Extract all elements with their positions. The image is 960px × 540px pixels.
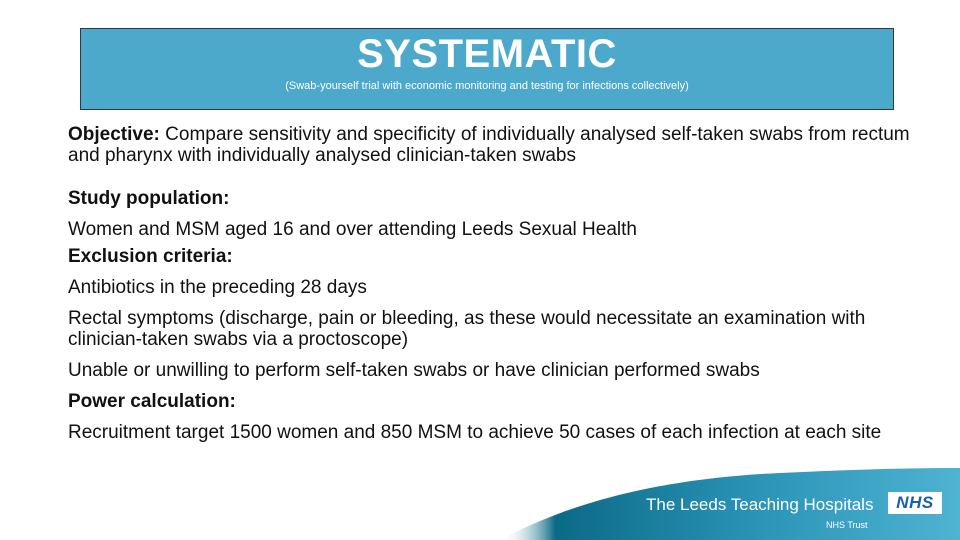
objective-label: Objective: bbox=[68, 124, 160, 145]
power-calculation-label: Power calculation: bbox=[68, 391, 236, 412]
title-banner bbox=[80, 28, 894, 110]
study-population-text: Women and MSM aged 16 and over attending Leeds Sexual Health bbox=[68, 219, 637, 240]
nhs-logo bbox=[888, 492, 942, 514]
exclusion-item: Rectal symptoms (discharge, pain or bleeding, as these would necessitate an examination with clinician-taken swabs via a proctoscope) bbox=[68, 308, 866, 350]
footer-band bbox=[0, 468, 960, 540]
organisation-name: The Leeds Teaching Hospitals bbox=[646, 495, 874, 514]
study-population-label: Study population: bbox=[68, 188, 230, 209]
exclusion-item: Unable or unwilling to perform self-taken swabs or have clinician performed swabs bbox=[68, 360, 760, 381]
slide-subtitle: (Swab-yourself trial with economic monitoring and testing for infections collectively) bbox=[285, 80, 689, 92]
nhs-logo-text: NHS bbox=[896, 493, 934, 512]
slide-body bbox=[68, 124, 928, 443]
objective-paragraph bbox=[68, 124, 928, 166]
power-calculation-text: Recruitment target 1500 women and 850 MSM to achieve 50 cases of each infection at each site bbox=[68, 422, 882, 443]
slide-title: SYSTEMATIC bbox=[357, 32, 617, 76]
exclusion-criteria-label: Exclusion criteria: bbox=[68, 246, 233, 267]
exclusion-item: Antibiotics in the preceding 28 days bbox=[68, 277, 367, 298]
trust-label: NHS Trust bbox=[826, 520, 868, 530]
objective-text: Compare sensitivity and specificity of individually analysed self-taken swabs from rectum and pharynx with individually analysed clinician-taken swabs bbox=[68, 124, 910, 166]
